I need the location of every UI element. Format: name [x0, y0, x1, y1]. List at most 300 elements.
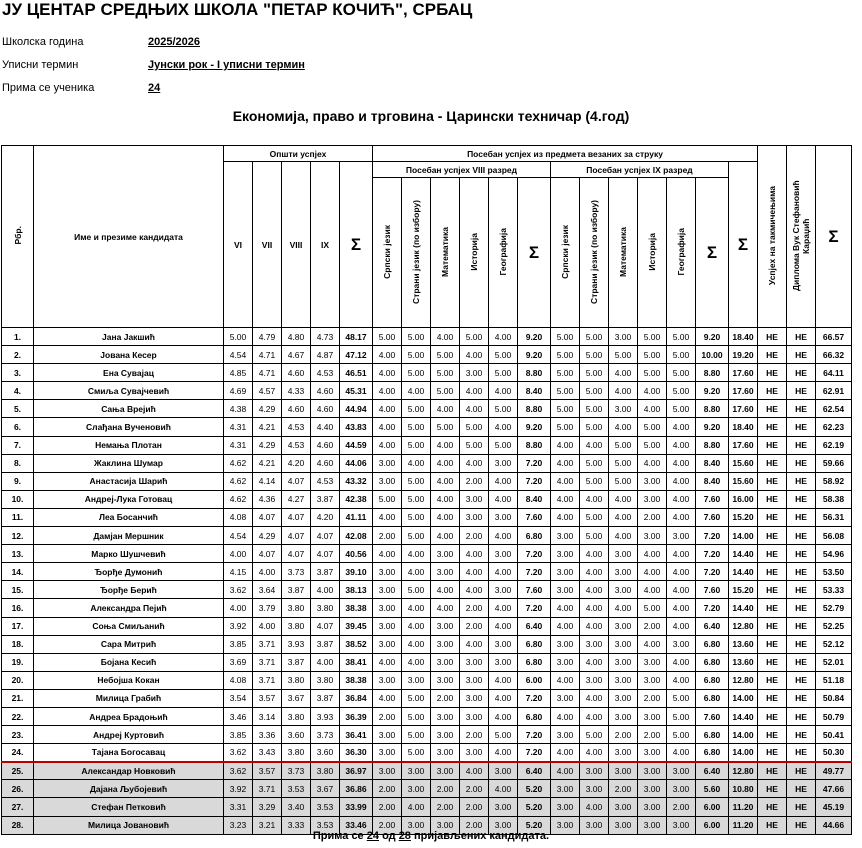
table-cell: 7.: [2, 436, 34, 454]
table-cell: 3.00: [551, 726, 580, 744]
table-cell: 3.71: [253, 671, 282, 689]
table-cell: 7.20: [696, 563, 729, 581]
table-cell: 4.00: [667, 599, 696, 617]
table-cell: 3.93: [282, 635, 311, 653]
header-ix-serbian: Српски језик: [551, 178, 580, 328]
table-cell: 5.00: [609, 436, 638, 454]
table-cell: 8.: [2, 454, 34, 472]
table-cell: 5.00: [431, 364, 460, 382]
table-cell: 3.00: [609, 798, 638, 816]
school-year-label: Школска година: [2, 36, 84, 48]
table-cell: 56.08: [816, 527, 852, 545]
table-cell: 5.00: [402, 472, 431, 490]
table-cell: 4.00: [580, 707, 609, 725]
table-cell: 15.20: [729, 581, 758, 599]
table-cell: 4.07: [311, 617, 340, 635]
table-cell: 4.00: [460, 762, 489, 780]
table-cell: 4.53: [282, 418, 311, 436]
table-cell: 4.20: [282, 454, 311, 472]
table-row: [2, 508, 852, 526]
table-cell: 3.00: [431, 762, 460, 780]
table-cell: 4.71: [253, 364, 282, 382]
table-cell: 5.00: [580, 472, 609, 490]
table-cell: 3.00: [609, 744, 638, 762]
table-cell: 16.: [2, 599, 34, 617]
table-cell: 3.21: [253, 816, 282, 834]
table-cell: 4.00: [373, 346, 402, 364]
table-cell: 4.62: [224, 454, 253, 472]
table-cell: 5.00: [580, 346, 609, 364]
table-cell: 4.60: [282, 400, 311, 418]
table-cell: 5.20: [518, 798, 551, 816]
table-cell: 7.60: [696, 508, 729, 526]
table-cell: 4.00: [431, 581, 460, 599]
table-cell: 42.08: [340, 527, 373, 545]
table-cell: 56.31: [816, 508, 852, 526]
header-viii-foreign: Страни језик (по избору): [402, 178, 431, 328]
table-cell: 3.00: [580, 816, 609, 834]
table-cell: 54.96: [816, 545, 852, 563]
table-cell: 5.00: [402, 508, 431, 526]
table-cell: 36.84: [340, 689, 373, 707]
table-cell: 4.85: [224, 364, 253, 382]
table-cell: НЕ: [787, 744, 816, 762]
table-cell: 4.00: [580, 653, 609, 671]
table-cell: НЕ: [758, 490, 787, 508]
table-cell: 4.80: [282, 328, 311, 346]
table-cell: 50.30: [816, 744, 852, 762]
table-cell: 5.00: [580, 726, 609, 744]
table-cell: 4.00: [489, 780, 518, 798]
table-cell: 3.62: [224, 762, 253, 780]
table-cell: 3.53: [282, 780, 311, 798]
table-cell: 6.80: [518, 635, 551, 653]
table-cell: 6.80: [696, 635, 729, 653]
table-cell: НЕ: [758, 599, 787, 617]
table-cell: 5.20: [518, 780, 551, 798]
table-cell: 50.84: [816, 689, 852, 707]
table-cell: 3.57: [253, 689, 282, 707]
table-cell: 9.20: [696, 382, 729, 400]
table-cell: 21.: [2, 689, 34, 707]
table-cell: 4.00: [638, 382, 667, 400]
table-cell: 3.00: [638, 490, 667, 508]
table-cell: 4.07: [282, 527, 311, 545]
table-cell: 5.00: [551, 418, 580, 436]
table-cell: 3.85: [224, 635, 253, 653]
table-cell: НЕ: [787, 599, 816, 617]
table-cell: 14.00: [729, 527, 758, 545]
header-ix-foreign: Страни језик (по избору): [580, 178, 609, 328]
table-cell: 4.00: [460, 382, 489, 400]
table-cell: 3.71: [253, 653, 282, 671]
table-cell: 4.00: [402, 382, 431, 400]
table-cell: 4.00: [431, 508, 460, 526]
table-cell: 3.00: [638, 762, 667, 780]
table-row: [2, 545, 852, 563]
table-cell: 4.00: [373, 400, 402, 418]
table-cell: 3.00: [373, 472, 402, 490]
table-cell: НЕ: [787, 707, 816, 725]
table-cell: 5.00: [460, 436, 489, 454]
footer-pre: Прима се: [312, 830, 364, 842]
table-cell: 39.45: [340, 617, 373, 635]
table-cell: 3.00: [460, 671, 489, 689]
table-cell: 4.00: [580, 436, 609, 454]
table-cell: 7.20: [696, 599, 729, 617]
table-cell: 66.57: [816, 328, 852, 346]
table-cell: 3.00: [580, 762, 609, 780]
table-cell: 2.00: [460, 527, 489, 545]
table-cell: 44.94: [340, 400, 373, 418]
table-cell: 3.00: [551, 798, 580, 816]
table-cell: 27.: [2, 798, 34, 816]
table-cell: 44.06: [340, 454, 373, 472]
header-general-sigma: Σ: [340, 162, 373, 328]
table-cell: НЕ: [758, 816, 787, 834]
table-cell: 33.99: [340, 798, 373, 816]
table-cell: 4.40: [311, 418, 340, 436]
table-cell: НЕ: [758, 726, 787, 744]
table-cell: 20.: [2, 671, 34, 689]
table-cell: 5.00: [460, 418, 489, 436]
table-cell: 3.00: [580, 671, 609, 689]
table-cell: 4.00: [580, 599, 609, 617]
table-cell: 13.60: [729, 653, 758, 671]
table-cell: 3.00: [638, 780, 667, 798]
table-cell: 4.00: [580, 617, 609, 635]
table-cell: 2.00: [667, 798, 696, 816]
table-cell: 6.80: [696, 653, 729, 671]
table-cell: 4.00: [551, 599, 580, 617]
table-row: [2, 780, 852, 798]
table-cell: 18.: [2, 635, 34, 653]
table-cell: НЕ: [787, 436, 816, 454]
candidate-name-cell: Ђорђе Думонић: [34, 563, 224, 581]
table-cell: 4.53: [311, 364, 340, 382]
table-cell: 4.00: [667, 617, 696, 635]
table-cell: 6.00: [696, 798, 729, 816]
candidate-name-cell: Анастасија Шарић: [34, 472, 224, 490]
table-cell: 5.00: [373, 328, 402, 346]
table-cell: 3.00: [638, 707, 667, 725]
table-cell: 3.00: [460, 364, 489, 382]
table-cell: 4.00: [489, 382, 518, 400]
table-cell: 4.00: [460, 563, 489, 581]
table-cell: 2.00: [373, 527, 402, 545]
table-cell: НЕ: [787, 780, 816, 798]
table-cell: 3.80: [311, 671, 340, 689]
table-cell: 4.: [2, 382, 34, 400]
table-cell: 25.: [2, 762, 34, 780]
table-cell: 11.20: [729, 798, 758, 816]
table-cell: 4.00: [489, 617, 518, 635]
table-cell: НЕ: [787, 563, 816, 581]
table-cell: 1.: [2, 328, 34, 346]
table-row: [2, 581, 852, 599]
enrollment-term-label: Уписни термин: [2, 59, 79, 71]
candidate-name-cell: Немања Плотан: [34, 436, 224, 454]
table-row: [2, 364, 852, 382]
table-cell: 5.00: [489, 400, 518, 418]
table-cell: 5.00: [551, 400, 580, 418]
table-cell: 44.59: [340, 436, 373, 454]
candidate-name-cell: Жаклина Шумар: [34, 454, 224, 472]
candidate-name-cell: Андреј Куртовић: [34, 726, 224, 744]
table-cell: НЕ: [787, 346, 816, 364]
table-cell: 24.: [2, 744, 34, 762]
table-cell: 3.00: [431, 635, 460, 653]
table-cell: 4.00: [311, 581, 340, 599]
header-competition: Успјех на такмичењима: [758, 146, 787, 328]
table-cell: 5.00: [402, 726, 431, 744]
candidate-name-cell: Смиља Сувајчевић: [34, 382, 224, 400]
table-cell: 7.20: [518, 545, 551, 563]
table-cell: 8.80: [696, 436, 729, 454]
table-cell: 4.53: [311, 472, 340, 490]
table-cell: 53.33: [816, 581, 852, 599]
table-cell: 36.86: [340, 780, 373, 798]
header-grade-vi: VI: [224, 162, 253, 328]
header-name: Име и презиме кандидата: [34, 146, 224, 328]
table-cell: 4.00: [373, 689, 402, 707]
table-cell: 5.00: [667, 400, 696, 418]
table-cell: НЕ: [787, 581, 816, 599]
table-cell: 5.00: [402, 346, 431, 364]
table-cell: 3.31: [224, 798, 253, 816]
table-cell: 5.00: [373, 490, 402, 508]
table-cell: 4.00: [667, 563, 696, 581]
table-cell: 3.00: [402, 780, 431, 798]
header-grade-viii: VIII: [282, 162, 311, 328]
candidate-name-cell: Андреј-Лука Готовац: [34, 490, 224, 508]
table-row: [2, 617, 852, 635]
table-cell: 4.33: [282, 382, 311, 400]
table-cell: 3.00: [609, 400, 638, 418]
table-row: [2, 653, 852, 671]
table-cell: НЕ: [787, 762, 816, 780]
table-cell: 3.00: [667, 816, 696, 834]
table-cell: НЕ: [758, 653, 787, 671]
table-cell: 4.00: [460, 545, 489, 563]
table-cell: 36.97: [340, 762, 373, 780]
table-cell: 4.00: [638, 563, 667, 581]
table-cell: 52.12: [816, 635, 852, 653]
table-cell: 4.60: [311, 382, 340, 400]
table-cell: НЕ: [758, 581, 787, 599]
table-cell: НЕ: [758, 707, 787, 725]
table-cell: 3.00: [638, 472, 667, 490]
table-cell: 14.: [2, 563, 34, 581]
table-cell: 4.00: [489, 689, 518, 707]
table-cell: 45.31: [340, 382, 373, 400]
table-cell: НЕ: [787, 508, 816, 526]
candidate-name-cell: Дајана Љубојевић: [34, 780, 224, 798]
table-cell: 12.80: [729, 762, 758, 780]
table-cell: 4.14: [253, 472, 282, 490]
table-cell: 3.29: [253, 798, 282, 816]
table-cell: 6.40: [518, 762, 551, 780]
table-cell: 3.00: [373, 762, 402, 780]
table-cell: 5.00: [431, 418, 460, 436]
table-cell: 3.87: [311, 635, 340, 653]
table-cell: 7.20: [518, 472, 551, 490]
table-cell: 6.80: [696, 689, 729, 707]
table-cell: НЕ: [758, 744, 787, 762]
table-cell: 2.00: [460, 798, 489, 816]
table-cell: 5.00: [402, 707, 431, 725]
table-cell: НЕ: [758, 382, 787, 400]
table-cell: 7.60: [696, 707, 729, 725]
table-cell: 6.40: [518, 617, 551, 635]
table-row: [2, 671, 852, 689]
table-cell: 4.00: [551, 454, 580, 472]
program-title: Економија, право и трговина - Царински техничар (4.год): [232, 108, 630, 124]
table-cell: 38.13: [340, 581, 373, 599]
header-ix-geography: Географија: [667, 178, 696, 328]
table-cell: 3.40: [282, 798, 311, 816]
table-cell: 17.: [2, 617, 34, 635]
table-cell: 5.00: [638, 346, 667, 364]
table-cell: 45.19: [816, 798, 852, 816]
candidate-name-cell: Ђорђе Берић: [34, 581, 224, 599]
table-cell: 4.15: [224, 563, 253, 581]
table-cell: 2.00: [460, 472, 489, 490]
table-cell: 3.23: [224, 816, 253, 834]
table-cell: 4.00: [460, 454, 489, 472]
table-cell: 3.60: [282, 726, 311, 744]
candidate-name-cell: Сања Врејић: [34, 400, 224, 418]
table-cell: 5.00: [402, 328, 431, 346]
table-cell: 5.60: [696, 780, 729, 798]
table-cell: 4.62: [224, 472, 253, 490]
table-cell: НЕ: [787, 816, 816, 834]
table-cell: 4.54: [224, 527, 253, 545]
table-cell: 4.00: [402, 545, 431, 563]
header-grade-ix: IX: [311, 162, 340, 328]
table-cell: 4.00: [402, 454, 431, 472]
table-cell: 51.18: [816, 671, 852, 689]
table-cell: 3.00: [489, 454, 518, 472]
header-special-ix: Посебан успјех IX разред: [551, 162, 729, 178]
table-cell: 3.43: [253, 744, 282, 762]
table-cell: 8.40: [518, 382, 551, 400]
table-cell: 7.60: [518, 581, 551, 599]
candidate-name-cell: Милица Јовановић: [34, 816, 224, 834]
table-cell: 2.00: [638, 689, 667, 707]
table-cell: 4.00: [609, 508, 638, 526]
table-row: [2, 635, 852, 653]
table-cell: НЕ: [758, 346, 787, 364]
table-cell: 4.00: [431, 527, 460, 545]
table-cell: 5.00: [489, 726, 518, 744]
table-cell: 39.10: [340, 563, 373, 581]
table-cell: 3.00: [489, 581, 518, 599]
table-cell: 4.08: [224, 508, 253, 526]
table-cell: 3.80: [282, 707, 311, 725]
table-cell: 4.00: [489, 671, 518, 689]
table-cell: 4.00: [402, 798, 431, 816]
table-cell: 23.: [2, 726, 34, 744]
table-cell: 4.00: [373, 436, 402, 454]
table-cell: 6.40: [696, 617, 729, 635]
table-cell: 62.23: [816, 418, 852, 436]
table-cell: 4.71: [253, 346, 282, 364]
table-cell: 4.00: [551, 671, 580, 689]
header-diploma: Диплома Вук Стефановић Караџић: [787, 146, 816, 328]
table-cell: 14.00: [729, 726, 758, 744]
table-cell: 3.00: [609, 689, 638, 707]
footer-total: 28: [398, 830, 411, 842]
table-cell: 3.00: [431, 707, 460, 725]
table-cell: 3.92: [224, 780, 253, 798]
table-cell: 14.40: [729, 707, 758, 725]
table-cell: 5.00: [460, 328, 489, 346]
table-row: [2, 527, 852, 545]
ranking-table: [1, 145, 852, 835]
table-cell: 58.92: [816, 472, 852, 490]
table-cell: 4.00: [667, 454, 696, 472]
table-cell: 3.79: [253, 599, 282, 617]
table-cell: 2.00: [431, 689, 460, 707]
table-cell: 3.00: [580, 635, 609, 653]
table-cell: 5.00: [489, 346, 518, 364]
table-cell: 4.00: [460, 400, 489, 418]
table-cell: 8.80: [696, 400, 729, 418]
table-cell: 4.60: [282, 364, 311, 382]
table-cell: 7.60: [696, 490, 729, 508]
table-cell: 7.20: [696, 545, 729, 563]
table-cell: 8.40: [696, 454, 729, 472]
school-year-value: 2025/2026: [148, 36, 200, 48]
table-cell: 2.00: [460, 816, 489, 834]
table-cell: 22.: [2, 707, 34, 725]
accepted-count-value: 24: [148, 82, 161, 94]
table-cell: 4.00: [551, 490, 580, 508]
header-rb: Рбр.: [2, 146, 34, 328]
table-row: [2, 726, 852, 744]
table-cell: 4.60: [311, 400, 340, 418]
table-cell: НЕ: [787, 418, 816, 436]
table-cell: 3.00: [551, 653, 580, 671]
table-cell: 4.00: [551, 744, 580, 762]
table-cell: 8.40: [518, 490, 551, 508]
table-cell: 19.: [2, 653, 34, 671]
candidate-name-cell: Александар Новковић: [34, 762, 224, 780]
table-cell: НЕ: [758, 472, 787, 490]
table-cell: 2.00: [373, 780, 402, 798]
table-cell: 4.00: [489, 328, 518, 346]
header-viii-math: Математика: [431, 178, 460, 328]
table-cell: 3.00: [551, 635, 580, 653]
table-cell: 4.00: [402, 617, 431, 635]
table-cell: 8.80: [518, 364, 551, 382]
table-row: [2, 382, 852, 400]
table-cell: 4.00: [373, 382, 402, 400]
table-cell: 3.00: [609, 816, 638, 834]
table-cell: 4.00: [431, 599, 460, 617]
table-cell: 14.40: [729, 545, 758, 563]
candidate-name-cell: Андреа Брадоњић: [34, 707, 224, 725]
table-cell: 28.: [2, 816, 34, 834]
table-cell: 49.77: [816, 762, 852, 780]
table-cell: 3.67: [282, 689, 311, 707]
table-cell: 3.00: [402, 671, 431, 689]
candidate-name-cell: Јована Кесер: [34, 346, 224, 364]
table-cell: 7.20: [518, 726, 551, 744]
table-cell: 4.38: [224, 400, 253, 418]
table-row: [2, 707, 852, 725]
